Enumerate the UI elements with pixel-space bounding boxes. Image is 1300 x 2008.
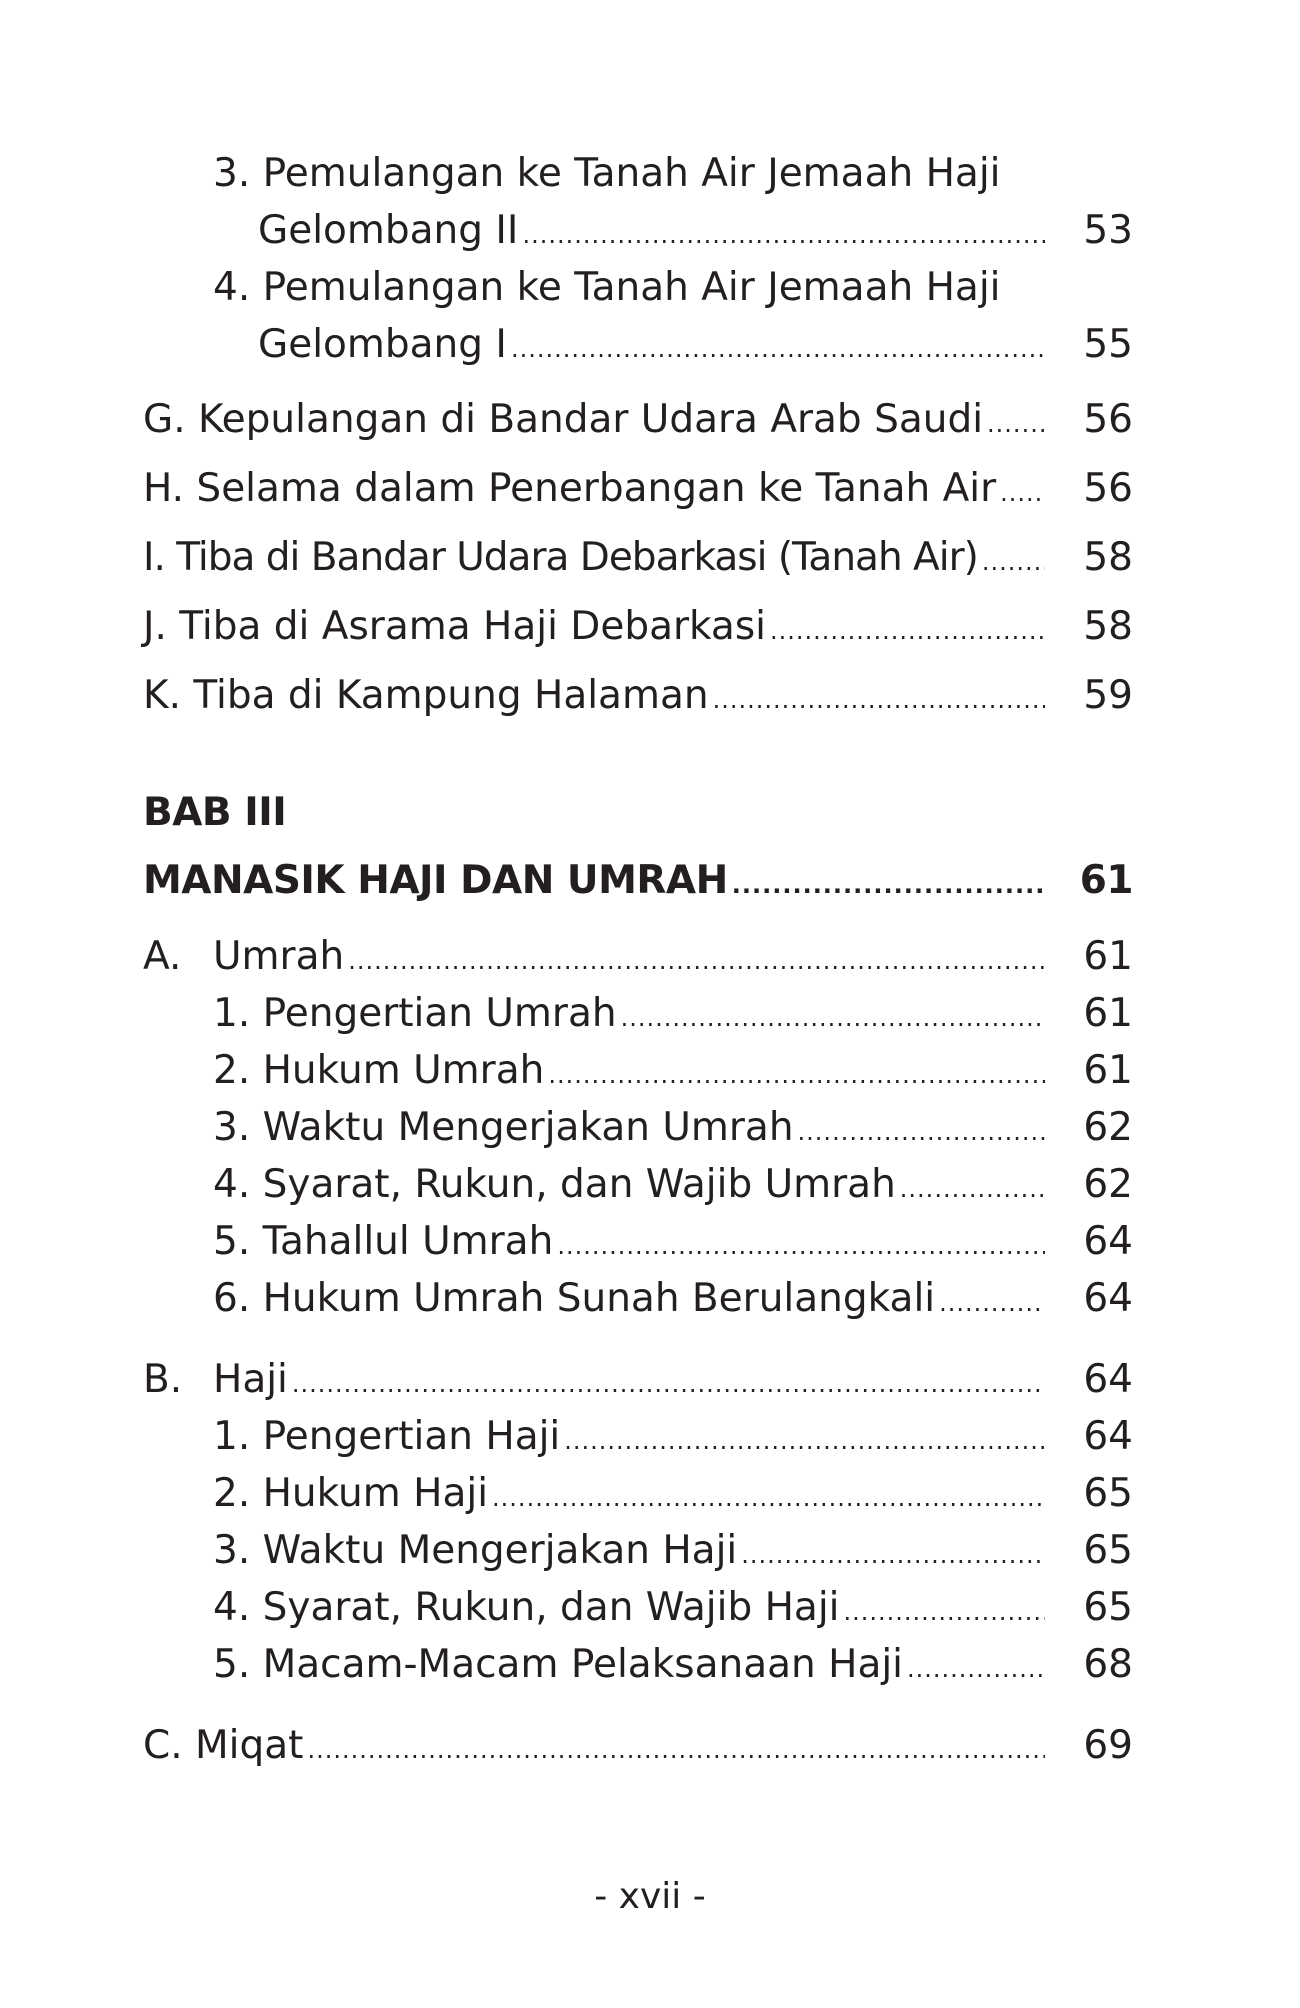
dot-leader: [548, 1047, 1045, 1104]
section-letter: A.: [143, 934, 182, 979]
toc-entry: [143, 592, 1133, 661]
toc-page-number: 59: [1083, 673, 1133, 718]
chapter-title: MANASIK HAJI DAN UMRAH: [143, 858, 728, 903]
toc-page-number: 56: [1083, 466, 1133, 511]
dot-leader: [292, 1356, 1045, 1413]
dot-leader: [511, 321, 1045, 378]
chapter-entry: [143, 848, 1133, 914]
toc-entry: [143, 1270, 1133, 1327]
toc-entry-title: J. Tiba di Asrama Haji Debarkasi: [143, 604, 766, 649]
toc-entry: [143, 1522, 1133, 1579]
toc-entry: [143, 1465, 1133, 1522]
toc-page-number: 62: [1083, 1162, 1133, 1207]
dot-leader: [770, 597, 1045, 666]
toc-page-number: 53: [1083, 208, 1133, 253]
toc-page-number: 55: [1083, 322, 1133, 367]
toc-entry: [143, 1636, 1133, 1693]
toc-section-entry: [143, 928, 1133, 985]
dot-leader: [348, 933, 1045, 990]
toc-entry-title: Gelombang II: [258, 208, 519, 253]
toc-page-number: 64: [1083, 1276, 1133, 1321]
toc-entry: [143, 523, 1133, 592]
section-letter: B.: [143, 1357, 183, 1402]
toc-section-entry: [143, 1717, 1133, 1774]
toc-page-number: 65: [1083, 1585, 1133, 1630]
toc-entry-title: 2. Hukum Umrah: [213, 1048, 545, 1093]
toc-entry: [143, 1156, 1133, 1213]
section-title: Umrah: [213, 934, 345, 979]
toc-entry-title: 1. Pengertian Umrah: [213, 991, 617, 1036]
toc-entry: [143, 145, 1133, 202]
toc-page-number: 58: [1083, 535, 1133, 580]
toc-entry-title: 6. Hukum Umrah Sunah Berulangkali: [213, 1276, 936, 1321]
table-of-contents: [143, 145, 1133, 1774]
toc-entry: [143, 316, 1133, 373]
dot-leader: [557, 1218, 1045, 1275]
toc-entry-title: 3. Pemulangan ke Tanah Air Jemaah Haji: [213, 151, 1001, 196]
toc-entry-title: G. Kepulangan di Bandar Udara Arab Saudi: [143, 397, 984, 442]
toc-entry: [143, 259, 1133, 316]
dot-leader: [939, 1275, 1045, 1332]
toc-page-number: 64: [1083, 1414, 1133, 1459]
toc-page-number: 61: [1083, 1048, 1133, 1093]
chapter-label: [143, 778, 1133, 848]
dot-leader: [987, 390, 1045, 459]
toc-page-number: 62: [1083, 1105, 1133, 1150]
toc-page-number: 68: [1083, 1642, 1133, 1687]
toc-entry-title: H. Selama dalam Penerbangan ke Tanah Air: [143, 466, 997, 511]
toc-entry-title: [143, 1351, 288, 1408]
toc-page-number: 65: [1083, 1471, 1133, 1516]
toc-entry-title: 4. Syarat, Rukun, dan Wajib Umrah: [213, 1162, 896, 1207]
toc-entry-title: 1. Pengertian Haji: [213, 1414, 561, 1459]
dot-leader: [907, 1641, 1045, 1698]
toc-page-number: 61: [1079, 858, 1133, 903]
toc-entry-title: K. Tiba di Kampung Halaman: [143, 673, 709, 718]
toc-entry: [143, 1213, 1133, 1270]
toc-entry-title: 3. Waktu Mengerjakan Umrah: [213, 1105, 794, 1150]
dot-leader: [621, 990, 1045, 1047]
toc-page-number: 65: [1083, 1528, 1133, 1573]
toc-entry-title: [143, 928, 344, 985]
toc-page-number: 61: [1083, 991, 1133, 1036]
toc-entry: [143, 454, 1133, 523]
dot-leader: [522, 207, 1045, 264]
toc-page-number: 61: [1083, 934, 1133, 979]
dot-leader: [564, 1413, 1045, 1470]
toc-entry-title: Gelombang I: [258, 322, 507, 367]
dot-leader: [798, 1104, 1045, 1161]
toc-entry-title: 4. Pemulangan ke Tanah Air Jemaah Haji: [213, 265, 1001, 310]
toc-entry: [143, 1042, 1133, 1099]
toc-page-number: 64: [1083, 1219, 1133, 1264]
chapter-number: BAB III: [143, 790, 287, 835]
toc-page-number: 56: [1083, 397, 1133, 442]
toc-entry: [143, 1579, 1133, 1636]
dot-leader: [1000, 459, 1045, 528]
toc-page-number: 64: [1083, 1357, 1133, 1402]
toc-entry-title: C. Miqat: [143, 1723, 304, 1768]
toc-entry-title: I. Tiba di Bandar Udara Debarkasi (Tanah Air): [143, 535, 978, 580]
toc-entry-title: 5. Macam-Macam Pelaksanaan Haji: [213, 1642, 904, 1687]
toc-entry: [143, 1408, 1133, 1465]
toc-page-number: 58: [1083, 604, 1133, 649]
dot-leader: [982, 528, 1045, 597]
toc-entry: [143, 202, 1133, 259]
toc-section-entry: [143, 1351, 1133, 1408]
dot-leader: [844, 1584, 1046, 1641]
toc-entry-title: 2. Hukum Haji: [213, 1471, 489, 1516]
toc-entry: [143, 661, 1133, 730]
section-title: Haji: [213, 1357, 288, 1402]
dot-leader: [900, 1161, 1045, 1218]
dot-leader: [713, 666, 1045, 735]
toc-entry-title: 4. Syarat, Rukun, dan Wajib Haji: [213, 1585, 840, 1630]
toc-page-number: 69: [1083, 1723, 1133, 1768]
toc-entry: [143, 985, 1133, 1042]
dot-leader: [741, 1527, 1045, 1584]
dot-leader: [307, 1722, 1045, 1779]
toc-entry-title: 3. Waktu Mengerjakan Haji: [213, 1528, 738, 1573]
toc-entry: [143, 385, 1133, 454]
toc-entry-title: 5. Tahallul Umrah: [213, 1219, 554, 1264]
dot-leader: [492, 1470, 1045, 1527]
page-number-footer: - xvii -: [594, 1876, 706, 1917]
toc-entry: [143, 1099, 1133, 1156]
dot-leader: [732, 852, 1045, 918]
